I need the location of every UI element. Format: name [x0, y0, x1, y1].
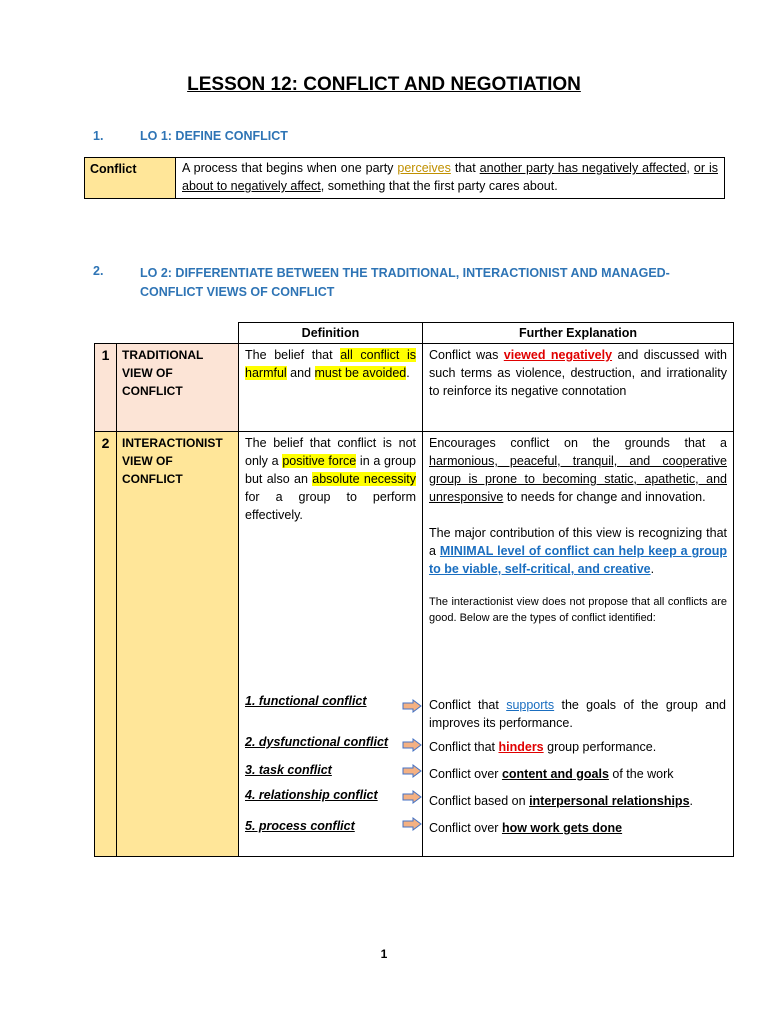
section-1-heading: LO 1: DEFINE CONFLICT: [140, 129, 288, 143]
explanation-dysfunctional: Conflict that hinders group performance.: [429, 740, 657, 754]
arrow-right-icon: [402, 738, 422, 752]
page-number: 1: [380, 947, 388, 961]
explanation-relationship: Conflict based on interpersonal relationships.: [429, 794, 694, 808]
section-2-number: 2.: [93, 264, 104, 278]
view-name: INTERACTIONIST VIEW OF CONFLICT: [117, 432, 239, 857]
explanation-process: Conflict over how work gets done: [429, 821, 623, 835]
arrow-right-icon: [402, 790, 422, 804]
section-1-number: 1.: [93, 129, 104, 143]
page-title: LESSON 12: CONFLICT AND NEGOTIATION: [187, 74, 581, 95]
row-number: 1: [95, 344, 117, 432]
type-functional: 1. functional conflict: [245, 694, 367, 708]
arrow-right-icon: [402, 817, 422, 831]
section-2-heading: LO 2: DIFFERENTIATE BETWEEN THE TRADITIONAL, INTERACTIONIST AND MANAGED- CONFLICT VIEWS OF CONFLICT: [140, 266, 670, 299]
table-row: [95, 344, 734, 432]
type-relationship: 4. relationship conflict: [245, 788, 378, 802]
definition-text: The belief that all conflict is harmful and must be avoided.: [239, 344, 423, 432]
explanation-task: Conflict over content and goals of the work: [429, 767, 674, 781]
definition-text: The belief that conflict is not only a positive force in a group but also an absolute necessity for a group to perform effectively.: [239, 432, 423, 857]
explanation-functional: Conflict that supports the goals of the group and improves its performance.: [429, 698, 726, 730]
definition-cell: A process that begins when one party perceives that another party has negatively affected, or is about to negatively affect, something that the first party cares about.: [176, 158, 725, 199]
arrow-right-icon: [402, 699, 422, 713]
explanation-text: Encourages conflict on the grounds that a harmonious, peaceful, tranquil, and cooperative group is prone to becoming static, apathetic, and unresponsive to needs for change and innovation. The major contribution of this view is recognizing that a MINIMAL level of conflict can help keep a group to be viable, self-critical, and creative. The interactionist view does not propose that all conflicts are good. Below are the types of conflict identified:: [423, 432, 734, 857]
perceives-word: perceives: [397, 161, 451, 175]
interactionist-note: The interactionist view does not propose that all conflicts are good. Below are the types of conflict identified:: [429, 596, 727, 624]
col-header-definition: Definition: [239, 323, 423, 344]
type-dysfunctional: 2. dysfunctional conflict: [245, 735, 389, 749]
row-number: 2: [95, 432, 117, 857]
type-process: 5. process conflict: [245, 819, 355, 833]
explanation-text: Conflict was viewed negatively and discussed with such terms as violence, destruction, and irrationality to reinforce its negative connotation: [423, 344, 734, 432]
view-name: TRADITIONAL VIEW OF CONFLICT: [117, 344, 239, 432]
arrow-right-icon: [402, 764, 422, 778]
type-task: 3. task conflict: [245, 763, 332, 777]
term-cell: Conflict: [85, 158, 176, 199]
definition-table: [84, 157, 725, 199]
col-header-further: Further Explanation: [423, 323, 734, 344]
